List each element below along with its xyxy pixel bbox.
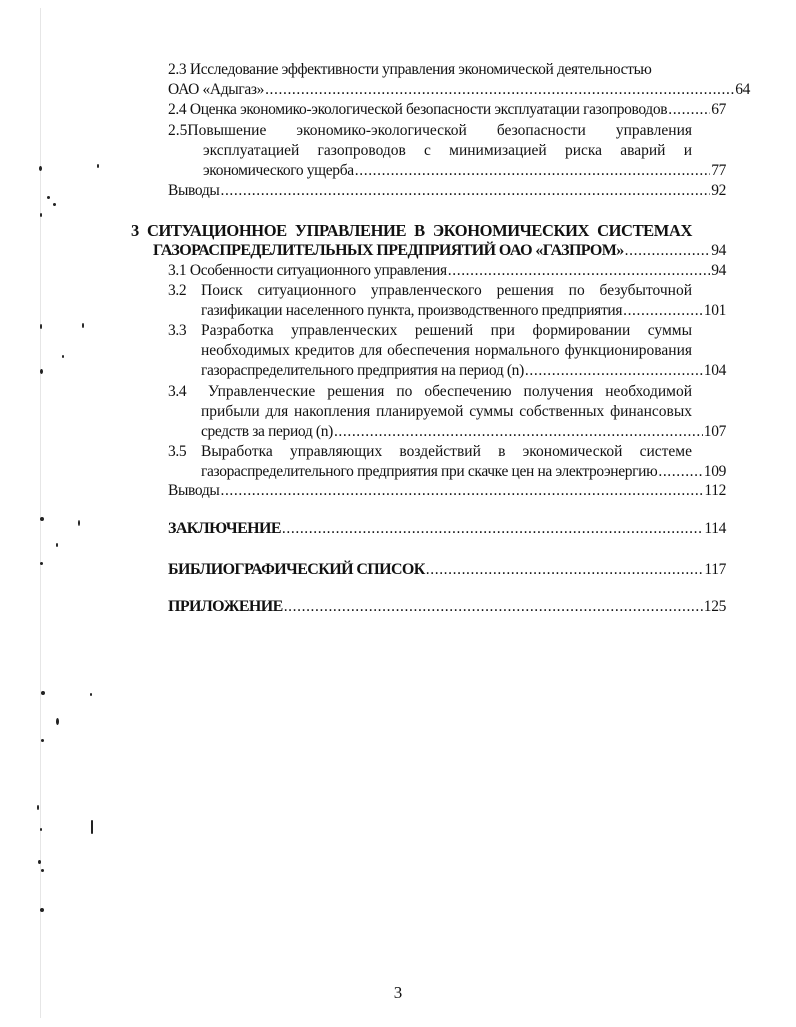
scan-speck — [41, 691, 45, 695]
toc-entry-2-3 — [168, 80, 750, 100]
leader-dots — [658, 462, 702, 482]
toc-page-number: 64 — [735, 81, 750, 98]
scan-speck — [40, 213, 42, 217]
toc-page-number: 117 — [704, 561, 726, 578]
toc-page-number: 101 — [703, 302, 726, 319]
scan-speck — [38, 860, 41, 864]
toc-entry-title: Выводы — [168, 482, 220, 499]
scan-speck — [97, 164, 99, 168]
toc-entry-3-1 — [168, 261, 726, 281]
toc-entry-title: Выводы — [168, 182, 220, 199]
toc-entry-title: БИБЛИОГРАФИЧЕСКИЙ СПИСОК — [168, 561, 425, 578]
leader-dots — [220, 181, 710, 201]
toc-entry-3-5 — [201, 462, 726, 482]
toc-entry-3-2 — [201, 301, 726, 321]
scan-speck — [90, 693, 92, 696]
toc-entry-3-3-num: 3.3 — [168, 322, 187, 339]
toc-page-number: 67 — [711, 101, 726, 118]
toc-entry-title: 3.1 Особенности ситуационного управления — [168, 262, 447, 279]
scan-speck — [40, 369, 43, 374]
toc-entry-2-4 — [168, 100, 726, 120]
toc-entry-3-4-line1: Управленческие решения по обеспечению получения необходимой — [208, 383, 692, 400]
chapter-3-title-line1: 3 СИТУАЦИОННОЕ УПРАВЛЕНИЕ В ЭКОНОМИЧЕСКИХ СИСТЕМАХ — [131, 221, 692, 240]
toc-entry-ch3-conclusions — [168, 481, 726, 501]
scan-speck — [53, 203, 56, 206]
toc-entry-3-3-line3: газораспределительного предприятия на период (n) — [201, 362, 524, 379]
scan-speck — [40, 828, 42, 831]
scan-speck — [40, 908, 44, 912]
toc-entry-3-5-line2: газораспределительного предприятия при скачке цен на электроэнергию — [201, 463, 658, 480]
toc-entry-3-3 — [201, 361, 726, 381]
scan-speck — [40, 517, 44, 521]
toc-entry-2-5 — [203, 161, 726, 181]
scan-speck — [37, 805, 39, 810]
scan-speck — [56, 543, 58, 547]
toc-entry-2-3-line2: ОАО «Адыгаз» — [168, 81, 265, 98]
toc-entry-3-4-num: 3.4 — [168, 383, 187, 400]
toc-page-number: 94 — [711, 262, 726, 279]
toc-page-number: 114 — [704, 520, 726, 537]
leader-dots — [668, 100, 710, 120]
leader-dots — [525, 361, 703, 381]
leader-dots — [355, 161, 710, 181]
toc-page-number: 107 — [703, 423, 726, 440]
toc-entry-2-5-line3: экономического ущерба — [203, 162, 354, 179]
toc-entry-2-3-line1: 2.3 Исследование эффективности управления экономической деятельностью — [168, 61, 652, 78]
scan-speck — [56, 718, 59, 725]
toc-entry-bibliography — [168, 560, 726, 580]
toc-entry-title: ПРИЛОЖЕНИЕ — [168, 598, 283, 615]
toc-entry-2-5-line1: 2.5Повышение экономико-экологической безопасности управления — [168, 122, 692, 139]
toc-entry-3-3-line1: Разработка управленческих решений при формировании суммы — [201, 322, 692, 339]
toc-page-number: 104 — [703, 362, 726, 379]
toc-page-number: 92 — [711, 182, 726, 199]
leader-dots — [426, 560, 704, 580]
leader-dots — [220, 481, 703, 501]
leader-dots — [282, 519, 703, 539]
toc-entry-3-2-line1: Поиск ситуационного управленческого решения по безубыточной — [201, 282, 692, 299]
leader-dots — [448, 261, 710, 281]
leader-dots — [625, 241, 711, 261]
toc-page-number: 109 — [703, 463, 726, 480]
leader-dots — [265, 80, 734, 100]
scan-edge — [40, 8, 41, 1018]
scan-speck — [41, 739, 44, 742]
toc-entry-3-4 — [201, 422, 726, 442]
toc-entry-ch2-conclusions — [168, 181, 726, 201]
toc-entry-3-4-line3: средств за период (n) — [201, 423, 333, 440]
toc-entry-title: ЗАКЛЮЧЕНИЕ — [168, 520, 281, 537]
page-number: 3 — [393, 983, 403, 1002]
toc-entry-title: 2.4 Оценка экономико-экологической безопасности эксплуатации газопроводов — [168, 101, 668, 118]
toc-page-number: 77 — [711, 162, 726, 179]
toc-entry-3-5-num: 3.5 — [168, 443, 187, 460]
scan-speck — [40, 562, 43, 565]
toc-page-number: 94 — [711, 242, 726, 259]
leader-dots — [334, 422, 703, 442]
scan-speck — [62, 355, 64, 358]
toc-entry-3-2-num: 3.2 — [168, 282, 187, 299]
chapter-3-title-line2: ГАЗОРАСПРЕДЕЛИТЕЛЬНЫХ ПРЕДПРИЯТИЙ ОАО «ГАЗПРОМ» — [153, 242, 624, 259]
scan-speck — [41, 869, 44, 872]
scan-speck — [47, 196, 50, 199]
scan-speck — [78, 520, 80, 526]
toc-entry-ch3 — [153, 241, 726, 261]
leader-dots — [284, 597, 703, 617]
scan-speck — [40, 324, 42, 329]
toc-entry-3-5-line1: Выработка управляющих воздействий в экономической системе — [201, 443, 692, 460]
leader-dots — [623, 301, 703, 321]
toc-entry-conclusion — [168, 519, 726, 539]
toc-entry-3-2-line2: газификации населенного пункта, производственного предприятия — [201, 302, 623, 319]
toc-page-number: 112 — [704, 482, 726, 499]
toc-entry-appendix — [168, 597, 726, 617]
scan-speck — [82, 323, 84, 328]
toc-page-number: 125 — [703, 598, 726, 615]
toc-entry-3-4-line2: прибыли для накопления планируемой суммы собственных финансовых — [201, 403, 692, 420]
toc-entry-2-5-line2: эксплуатацией газопроводов с минимизацией риска аварий и — [203, 142, 692, 159]
toc-entry-3-3-line2: необходимых кредитов для обеспечения нормального функционирования — [201, 342, 692, 359]
scan-speck — [39, 166, 42, 171]
scan-speck — [91, 820, 93, 834]
